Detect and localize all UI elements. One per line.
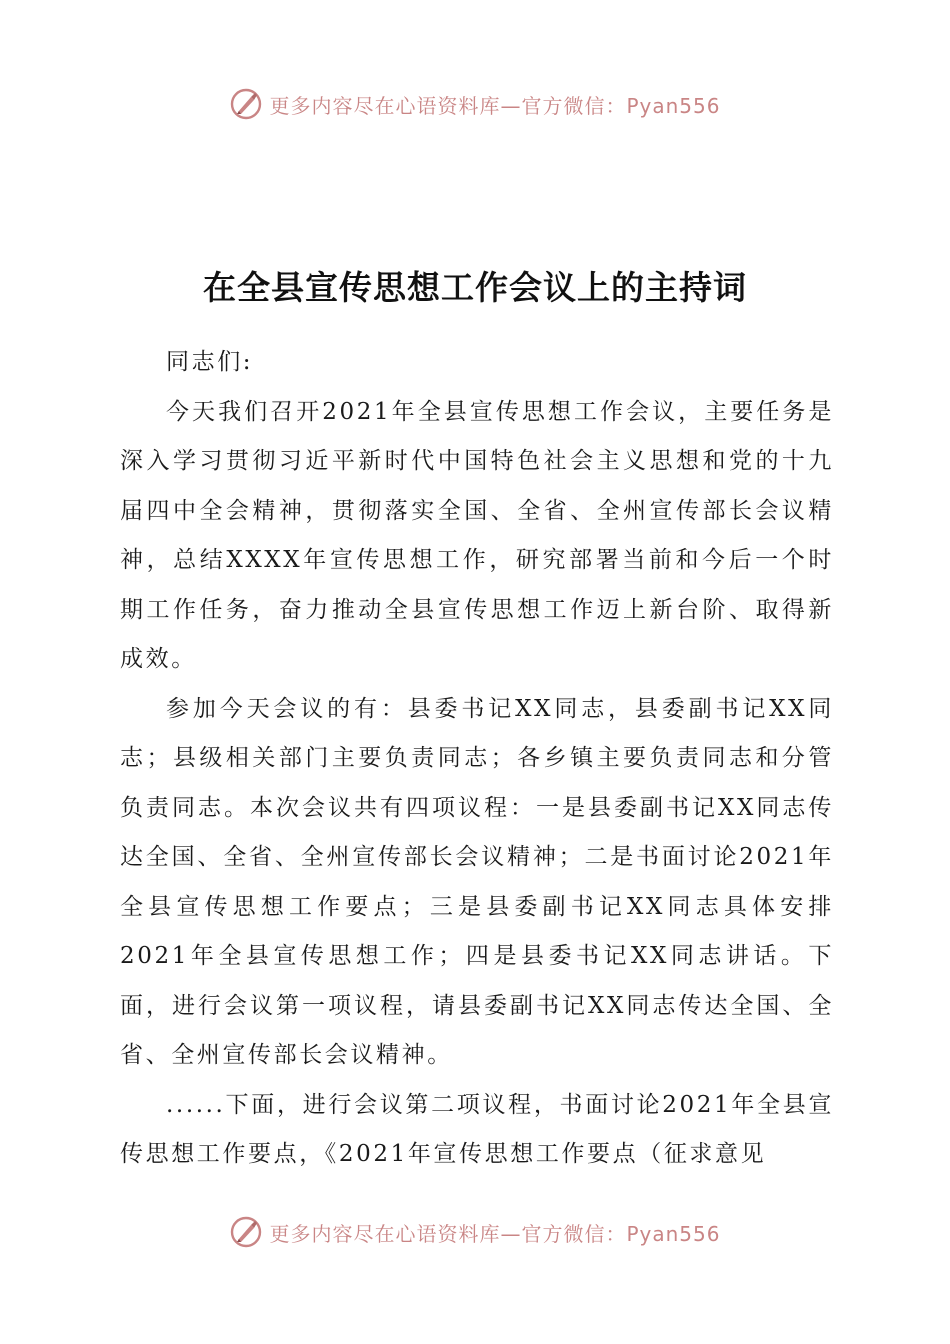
pen-nib-logo-icon	[229, 1215, 263, 1249]
watermark-text: 更多内容尽在心语资料库—官方微信：Pyan556	[269, 93, 721, 118]
pen-nib-logo-icon	[229, 87, 263, 121]
footer-watermark	[0, 1212, 950, 1252]
watermark-text: 更多内容尽在心语资料库—官方微信：Pyan556	[269, 1221, 721, 1246]
paragraph: 今天我们召开2021年全县宣传思想工作会议，主要任务是深入学习贯彻习近平新时代中国特色社会主义思想和党的十九届四中全会精神，贯彻落实全国、全省、全州宣传部长会议精神，总结XXXX年宣传思想工作，研究部署当前和今后一个时期工作任务，奋力推动全县宣传思想工作迈上新台阶、取得新成效。	[120, 398, 834, 672]
document-body	[120, 338, 834, 1180]
paragraph: ......下面，进行会议第二项议程，书面讨论2021年全县宣传思想工作要点，《2021年宣传思想工作要点（征求意见	[120, 1091, 834, 1167]
document-title: 在全县宣传思想工作会议上的主持词	[203, 268, 747, 307]
header-watermark	[0, 84, 950, 124]
salutation: 同志们:	[166, 349, 254, 375]
paragraph: 参加今天会议的有：县委书记XX同志，县委副书记XX同志；县级相关部门主要负责同志；各乡镇主要负责同志和分管负责同志。本次会议共有四项议程：一是县委副书记XX同志传达全国、全省、全州宣传部长会议精神；二是书面讨论2021年全县宣传思想工作要点；三是县委副书记XX同志具体安排2021年全县宣传思想工作；四是县委书记XX同志讲话。下面，进行会议第一项议程，请县委副书记XX同志传达全国、全省、全州宣传部长会议精神。	[120, 695, 834, 1068]
